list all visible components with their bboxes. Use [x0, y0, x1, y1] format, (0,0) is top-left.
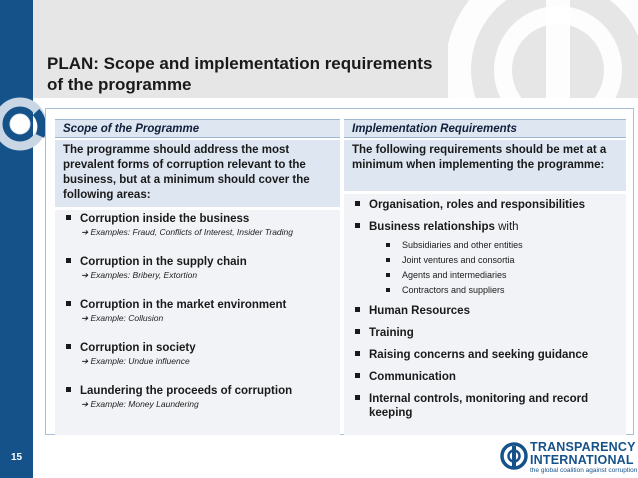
item-label [369, 220, 620, 234]
square-bullet-icon [386, 243, 390, 247]
item-label: Communication [369, 371, 456, 383]
sub-item-label: Contractors and suppliers [402, 285, 505, 295]
sub-item-label: Joint ventures and consortia [402, 255, 515, 265]
sub-list-item [369, 253, 620, 268]
scope-intro: The programme should address the most prevalent forms of corruption relevant to the business, but at a minimum should cover the following areas: [55, 140, 340, 207]
item-label-suffix: with [494, 221, 519, 233]
item-example: ➔ Examples: Fraud, Conflicts of Interest, Insider Trading [81, 227, 293, 237]
item-label: Corruption in the market environment [80, 299, 287, 311]
square-bullet-icon [386, 273, 390, 277]
requirements-list [344, 194, 626, 435]
scope-column [55, 119, 340, 435]
requirements-heading: Implementation Requirements [344, 119, 626, 138]
sub-item-label: Subsidiaries and other entities [402, 240, 523, 250]
item-label: Laundering the proceeds of corruption [80, 385, 293, 397]
ti-logo-icon [500, 442, 528, 470]
square-bullet-icon [386, 258, 390, 262]
square-bullet-icon [66, 215, 71, 220]
sub-list-item [369, 283, 620, 298]
item-label: Corruption in the supply chain [80, 256, 247, 268]
item-label: Organisation, roles and responsibilities [369, 199, 585, 211]
list-item [352, 392, 620, 420]
square-bullet-icon [66, 258, 71, 263]
square-bullet-icon [66, 387, 71, 392]
logo-line-1: TRANSPARENCY [530, 440, 636, 454]
transparency-international-logo [500, 440, 636, 476]
square-bullet-icon [355, 201, 360, 206]
sub-list-item [369, 238, 620, 253]
left-accent-bar [0, 0, 33, 478]
square-bullet-icon [66, 301, 71, 306]
list-item [63, 341, 334, 384]
requirements-column [344, 119, 626, 435]
list-item [63, 255, 334, 298]
logo-tagline: the global coalition against corruption [530, 467, 638, 474]
content-frame [45, 108, 634, 435]
list-item [352, 304, 620, 318]
item-label: Corruption in society [80, 342, 196, 354]
process-cycle-icon [0, 96, 48, 152]
sub-item-label: Agents and intermediaries [402, 270, 507, 280]
list-item [63, 212, 334, 255]
item-example: ➔ Example: Collusion [81, 313, 164, 323]
list-item [352, 326, 620, 340]
item-label: Corruption inside the business [80, 213, 250, 225]
title-line-2: of the programme [47, 75, 192, 94]
item-label: Internal controls, monitoring and record keeping [369, 393, 589, 419]
logo-wordmark [530, 441, 636, 467]
slide-number: 15 [10, 452, 23, 463]
scope-list [55, 210, 340, 435]
square-bullet-icon [355, 395, 360, 400]
square-bullet-icon [355, 223, 360, 228]
list-item [63, 298, 334, 341]
item-example: ➔ Example: Undue influence [81, 356, 190, 366]
list-item [352, 348, 620, 362]
square-bullet-icon [66, 344, 71, 349]
square-bullet-icon [386, 288, 390, 292]
list-item [63, 384, 334, 427]
scope-heading: Scope of the Programme [55, 119, 340, 138]
item-example: ➔ Example: Money Laundering [81, 399, 199, 409]
logo-line-2: INTERNATIONAL [530, 453, 634, 467]
item-label: Raising concerns and seeking guidance [369, 349, 589, 361]
item-label-main: Business relationships [369, 221, 495, 233]
list-item [352, 220, 620, 298]
square-bullet-icon [355, 307, 360, 312]
item-example: ➔ Examples: Bribery, Extortion [81, 270, 198, 280]
sub-list-item [369, 268, 620, 283]
list-item [352, 370, 620, 384]
title-line-1: PLAN: Scope and implementation requirements [47, 54, 433, 73]
list-item [352, 198, 620, 212]
square-bullet-icon [355, 373, 360, 378]
page-title [47, 53, 487, 95]
square-bullet-icon [355, 351, 360, 356]
item-label: Training [369, 327, 414, 339]
square-bullet-icon [355, 329, 360, 334]
sub-list [369, 238, 620, 298]
requirements-intro: The following requirements should be met at a minimum when implementing the programme: [344, 140, 626, 191]
item-label: Human Resources [369, 305, 470, 317]
